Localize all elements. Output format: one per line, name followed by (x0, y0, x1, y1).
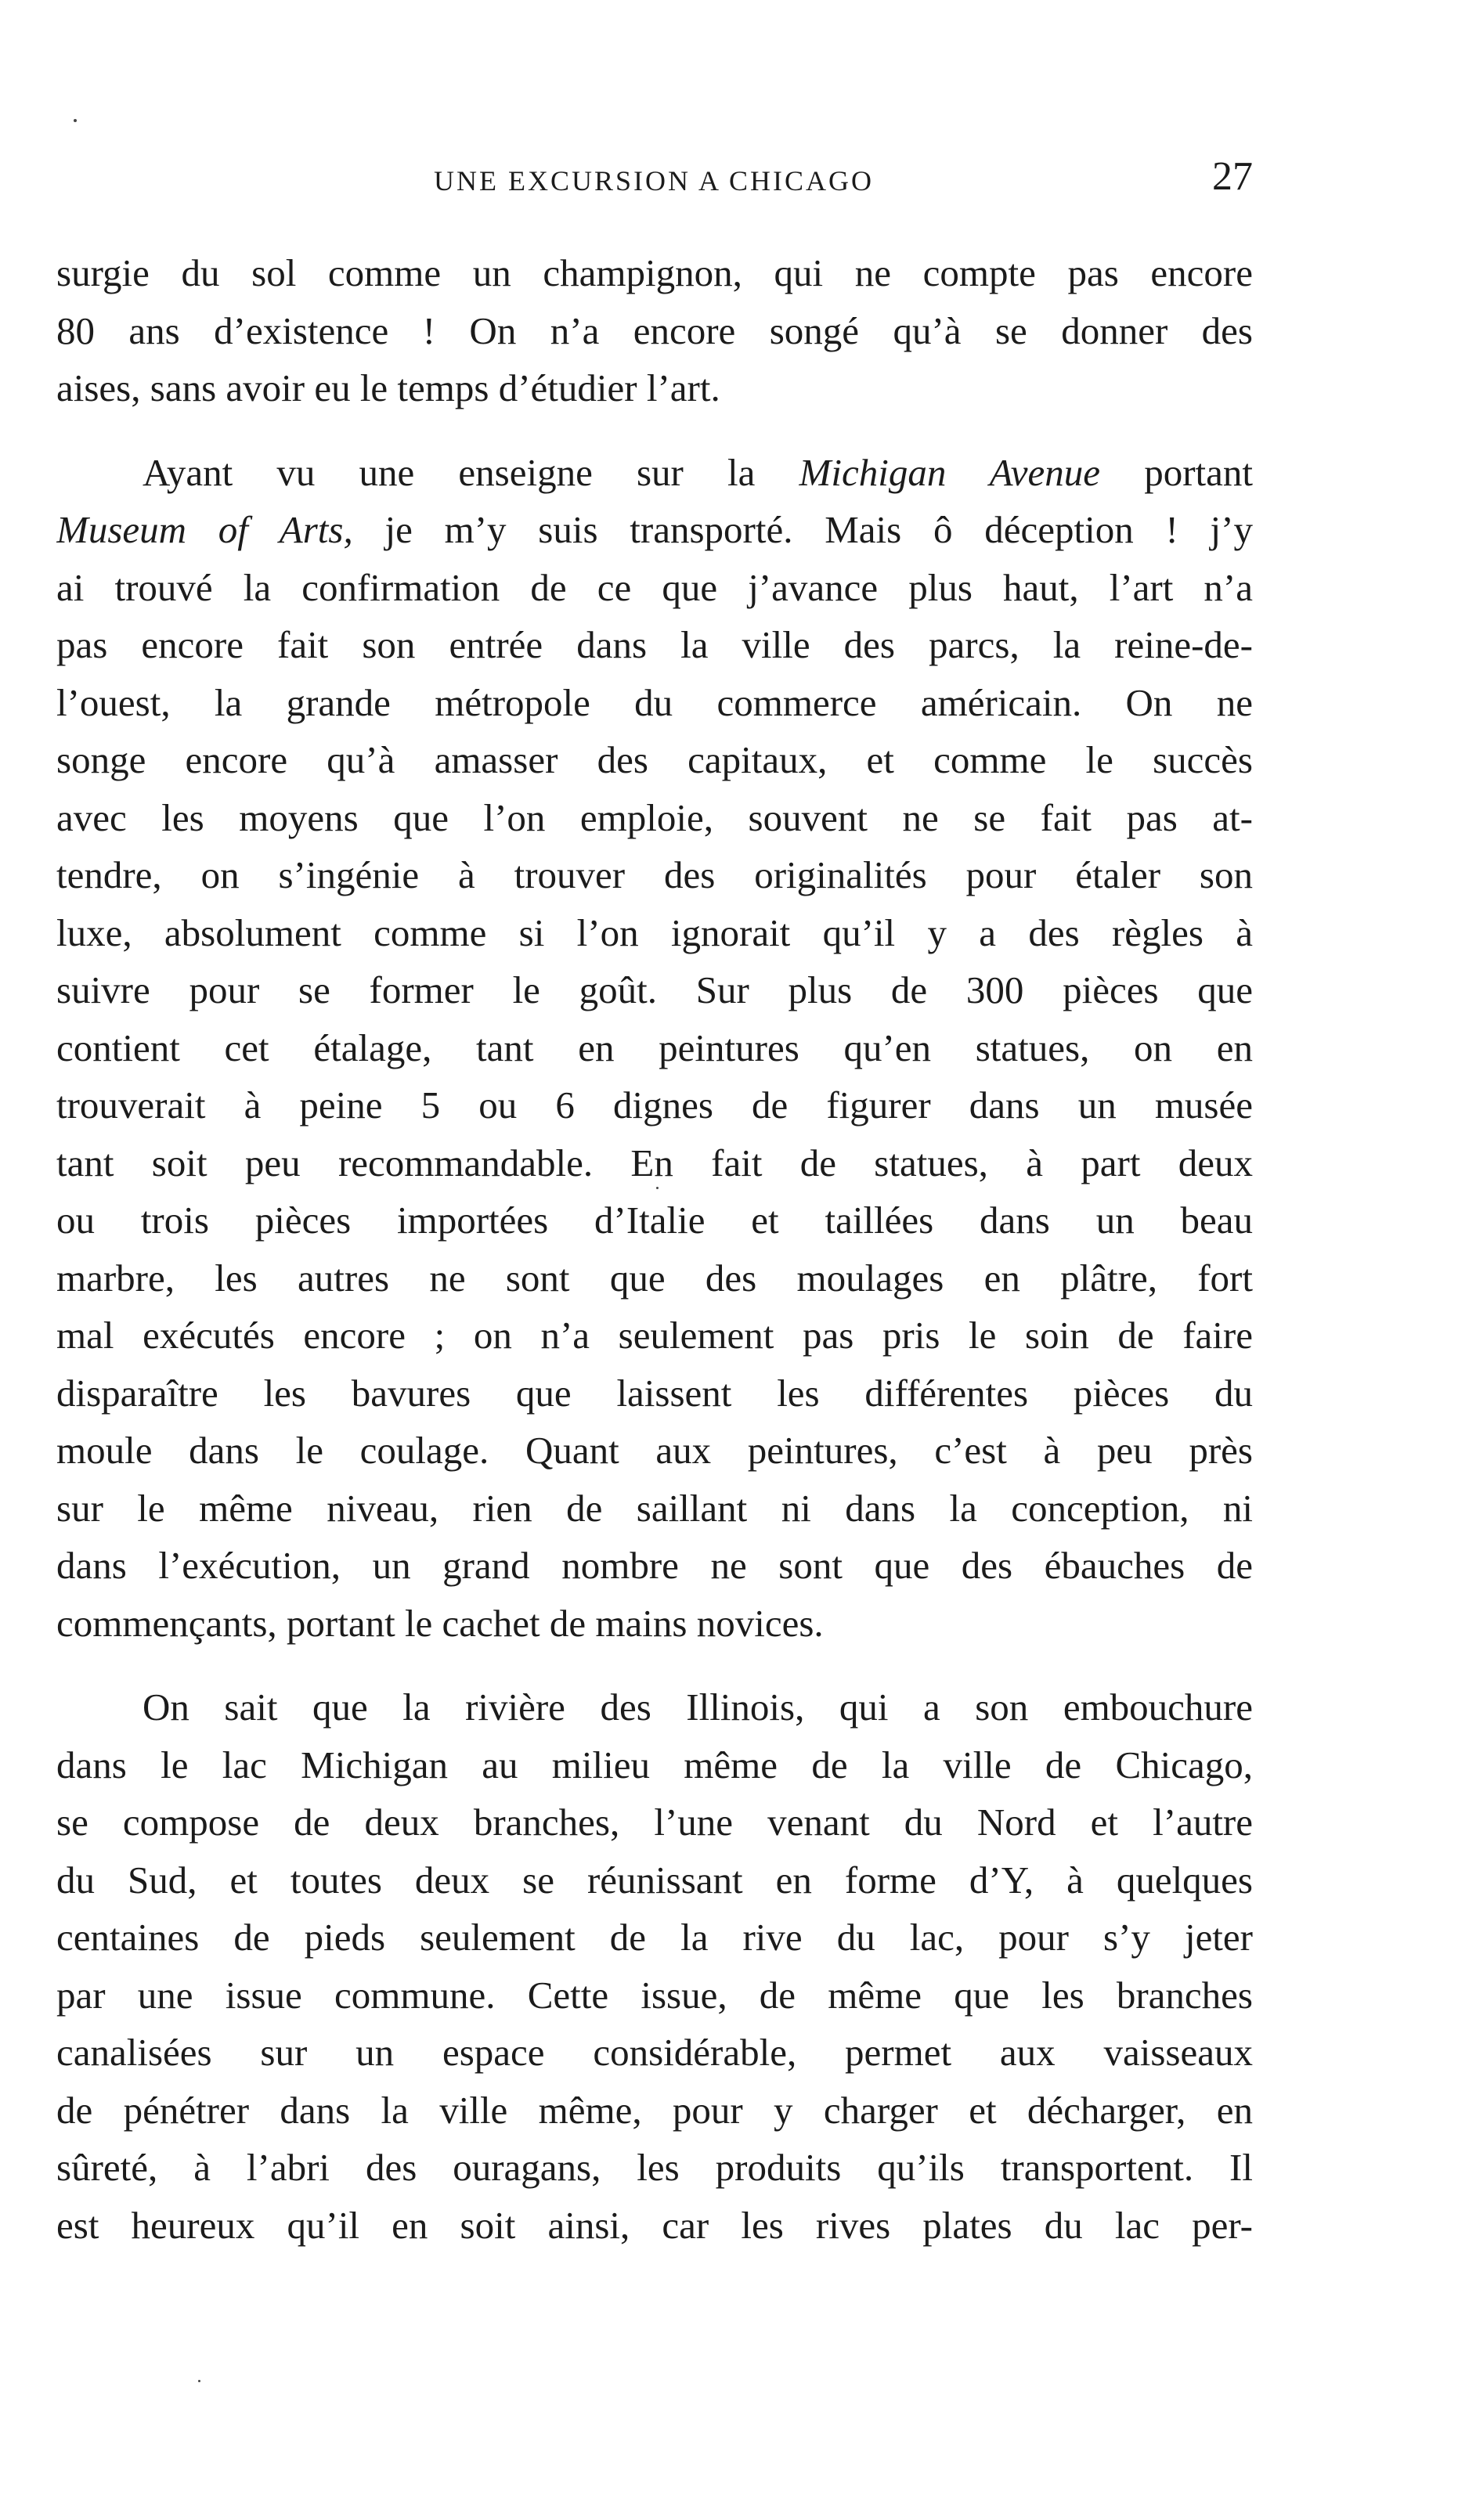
text-line: tendre, on s’ingénie à trouver des originalités pour étaler son (56, 853, 1253, 896)
text-line: pas encore fait son entrée dans la ville des parcs, la reine-de- (56, 623, 1253, 666)
text-line: luxe, absolument comme si l’on ignorait qu’il y a des règles à (56, 910, 1253, 954)
text-line: du Sud, et toutes deux se réunissant en forme d’Y, à quelques (56, 1858, 1253, 1902)
text-line: On sait que la rivière des Illinois, qui a son embouchure (143, 1685, 1253, 1729)
text-line: 80 ans d’existence ! On n’a encore songé qu’à se donner des (56, 308, 1253, 352)
text-line: marbre, les autres ne sont que des moulages en plâtre, fort (56, 1256, 1253, 1300)
text-line: se compose de deux branches, l’une venant du Nord et l’autre (56, 1801, 1253, 1844)
text-line: mal exécutés encore ; on n’a seulement pas pris le soin de faire (56, 1314, 1253, 1357)
page-body (56, 244, 1253, 2254)
text-line: de pénétrer dans la ville même, pour y charger et décharger, en (56, 2088, 1253, 2132)
text-line: est heureux qu’il en soit ainsi, car les rives plates du lac per- (56, 2203, 1253, 2247)
text-line: trouverait à peine 5 ou 6 dignes de figurer dans un musée (56, 1083, 1253, 1127)
text-line: aises, sans avoir eu le temps d’étudier l’art. (56, 366, 720, 409)
text-line: suivre pour se former le goût. Sur plus de 300 pièces que (56, 968, 1253, 1011)
text-line: commençants, portant le cachet de mains novices. (56, 1601, 824, 1645)
text-line: songe encore qu’à amasser des capitaux, et comme le succès (56, 738, 1253, 781)
page-number: 27 (1212, 154, 1253, 199)
text-line: avec les moyens que l’on emploie, souvent ne se fait pas at- (56, 795, 1253, 839)
text-line: Museum of Arts, je m’y suis transporté. Mais ô déception ! j’y (56, 508, 1253, 551)
text-line: Ayant vu une enseigne sur la Michigan Avenue portant (143, 450, 1253, 494)
page-header (55, 154, 1253, 204)
text-line: sûreté, à l’abri des ouragans, les produits qu’ils transportent. Il (56, 2146, 1253, 2189)
running-title: UNE EXCURSION A CHICAGO (433, 165, 875, 196)
text-line: tant soit peu recommandable. En fait de statues, à part deux (56, 1141, 1253, 1184)
text-line: dans le lac Michigan au milieu même de la ville de Chicago, (56, 1743, 1253, 1786)
text-line: ou trois pièces importées d’Italie et taillées dans un beau (56, 1199, 1253, 1242)
text-line: l’ouest, la grande métropole du commerce américain. On ne (56, 680, 1253, 724)
text-line: contient cet étalage, tant en peintures qu’en statues, on en (56, 1026, 1253, 1069)
text-line: moule dans le coulage. Quant aux peintures, c’est à peu près (56, 1429, 1253, 1472)
paragraph (56, 244, 1253, 417)
text-line: dans l’exécution, un grand nombre ne sont que des ébauches de (56, 1544, 1253, 1587)
text-line: centaines de pieds seulement de la rive du lac, pour s’y jeter (56, 1916, 1253, 1959)
text-line: surgie du sol comme un champignon, qui ne compte pas encore (56, 251, 1253, 294)
text-line: disparaître les bavures que laissent les différentes pièces du (56, 1371, 1253, 1415)
text-line: sur le même niveau, rien de saillant ni dans la conception, ni (56, 1486, 1253, 1530)
print-speck (198, 2380, 200, 2382)
print-speck (74, 119, 77, 122)
text-line: par une issue commune. Cette issue, de même que les branches (56, 1973, 1253, 2017)
paragraph (56, 444, 1253, 1653)
text-line: canalisées sur un espace considérable, permet aux vaisseaux (56, 2031, 1253, 2074)
text-line: ai trouvé la confirmation de ce que j’avance plus haut, l’art n’a (56, 565, 1253, 609)
paragraph (56, 1678, 1253, 2254)
